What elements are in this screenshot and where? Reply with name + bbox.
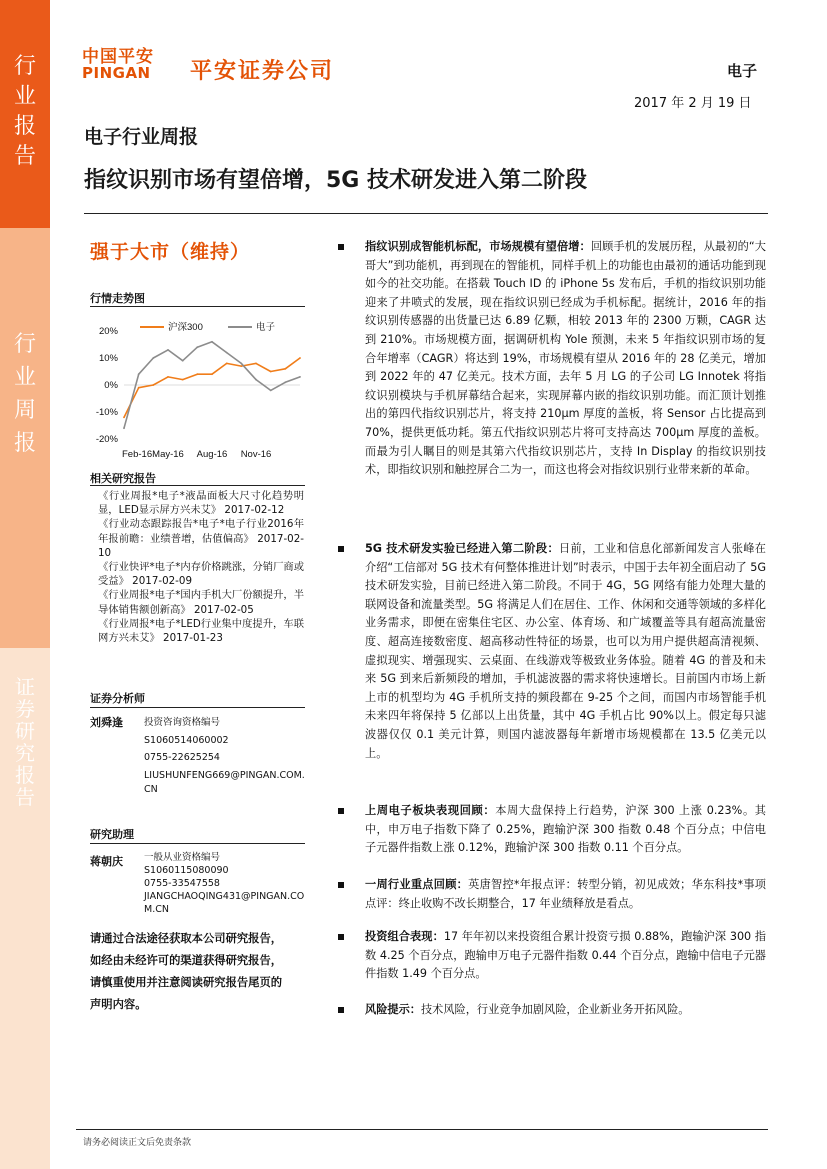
related-report-date: 2017-02-05	[190, 603, 254, 616]
bullet-paragraph	[338, 876, 766, 913]
series-point	[182, 379, 184, 381]
analyst-cert-label: 投资咨询资格编号	[144, 717, 221, 728]
series-point	[255, 379, 257, 381]
bullet-square-icon	[338, 882, 344, 888]
x-tick-label: Aug-16	[196, 449, 228, 460]
analyst-rule	[90, 707, 305, 708]
bullet-square-icon	[338, 244, 344, 250]
series-point	[123, 427, 125, 429]
logo-cn: 中国平安	[82, 47, 154, 67]
title-rule	[84, 213, 768, 214]
report-date: 2017 年 2 月 19 日	[634, 96, 752, 111]
related-list	[98, 489, 304, 645]
side-bottom-text: 证券研究报告	[15, 675, 35, 809]
y-tick-label: 0%	[104, 380, 118, 391]
report-kicker: 电子行业周报	[84, 126, 199, 148]
side-label-bottom	[0, 676, 50, 808]
analyst-heading: 证券分析师	[90, 692, 145, 705]
bullet-square-icon	[338, 934, 344, 940]
related-report-date: 2017-02-12	[221, 504, 285, 517]
side-label-middle	[0, 328, 50, 460]
related-report-item[interactable]	[98, 489, 304, 517]
x-tick-label: Feb-16	[122, 449, 153, 460]
series-line-hs300	[124, 358, 300, 417]
paragraph-text: 英唐智控*年报点评：转型分销，初见成效；华东科技*事项点评：终止收购不改长期整合，17 年业绩释放是看点。	[365, 878, 766, 910]
paragraph-body	[365, 876, 766, 913]
company-name: 平安证券公司	[190, 59, 335, 84]
legend-label: 电子	[256, 322, 276, 333]
paragraph-body	[365, 928, 766, 984]
logo	[82, 42, 154, 82]
side-middle-text: 行业周报	[13, 332, 36, 456]
series-point	[299, 357, 301, 359]
assistant-heading: 研究助理	[90, 828, 134, 841]
series-point	[138, 387, 140, 389]
analyst-cert: S1060514060002	[144, 734, 229, 746]
rating: 强于大市（维持）	[90, 241, 251, 263]
analyst-email-line2[interactable]: CN	[144, 784, 158, 795]
series-point	[270, 390, 272, 392]
related-report-item[interactable]	[98, 588, 304, 616]
trend-chart	[88, 313, 308, 463]
series-point	[299, 376, 301, 378]
assistant-cert-label: 一般从业资格编号	[144, 852, 221, 863]
assistant-email-line2[interactable]: M.CN	[144, 904, 169, 915]
bullet-square-icon	[338, 1007, 344, 1013]
series-point	[211, 341, 213, 343]
series-point	[152, 384, 154, 386]
series-point	[240, 365, 242, 367]
series-point	[284, 381, 286, 383]
series-point	[167, 349, 169, 351]
assistant-name: 蒋朝庆	[90, 855, 123, 868]
series-point	[226, 352, 228, 354]
bullet-paragraph	[338, 540, 766, 763]
series-point	[138, 373, 140, 375]
bullet-paragraph	[338, 928, 766, 984]
related-report-item[interactable]	[98, 560, 304, 588]
related-report-title: 《行业周报*电子*LED行业集中度提升，车联网方兴未艾》	[98, 617, 304, 645]
report-title: 指纹识别市场有望倍增，5G 技术研发进入第二阶段	[84, 168, 588, 193]
paragraph-body	[365, 238, 766, 480]
assistant-cert: S1060115080090	[144, 865, 229, 876]
logo-en: PINGAN	[82, 64, 151, 82]
series-point	[182, 360, 184, 362]
related-heading: 相关研究报告	[90, 472, 156, 485]
series-point	[196, 373, 198, 375]
related-report-title: 《行业快评*电子*内存价格跳涨，分销厂商或受益》	[98, 561, 304, 588]
analyst-phone: 0755-22625254	[144, 752, 220, 763]
x-tick-label: May-16	[152, 449, 184, 460]
series-point	[255, 363, 257, 365]
series-point	[240, 363, 242, 365]
series-point	[211, 373, 213, 375]
assistant-rule	[90, 843, 305, 844]
related-report-title: 《行业周报*电子*液晶面板大尺寸化趋势明显，LED显示屏方兴未艾》	[98, 490, 304, 517]
bullet-paragraph	[338, 802, 766, 858]
legend-label: 沪深300	[168, 322, 203, 333]
related-rule	[90, 485, 305, 486]
bullet-square-icon	[338, 808, 344, 814]
footer-disclaimer[interactable]: 请务必阅读正文后免责条款	[83, 1138, 192, 1148]
bullet-paragraph	[338, 1001, 766, 1020]
assistant-email-line1[interactable]: JIANGCHAOQING431@PINGAN.CO	[144, 891, 305, 902]
series-point	[270, 371, 272, 373]
analyst-details	[144, 716, 305, 798]
paragraph-text: 回顾手机的发展历程，从最初的“大哥大”到功能机，再到现在的智能机，同样手机上的功能也由最初的通话功能到现如今的社交功能。在搭载 Touch ID 的 iPhone 5s 发布后，手机的指纹识别功能迎来了井喷式的发展，现在指纹识别已经成为手机标配。据统计，2016 年的指纹识别传感器的出货量已达 6.89 亿颗，相较 2013 年的 2300 万颗，CAGR 达到 210%。市场规模方面，据调研机构 Yole 预测，未来 5 年指纹识别市场的复合年增率（CAGR）将达到 19%，市场规模有望从 2016 年的 28 亿美元，增加到 2022 年的 47 亿美元。技术方面，去年 5 月 LG 的子公司 LG Innotek 将指纹识别模块与手机屏幕结合起来，实现屏幕内嵌的指纹识别功能。而汇顶计划推出的第四代指纹识别芯片，将支持 210μm 厚度的盖板，将 Sensor 占比提高到 70%，提供更低功耗。第五代指纹识别芯片将可支持高达 700μm 厚度的盖板。而最为引人瞩目的则是其第六代指纹识别芯片，支持 In Display 的指纹识别技术，即指纹识别和触控屏合二为一，而这也将会对指纹识别行业带来新的革命。	[365, 240, 766, 477]
analyst-name: 刘舜逢	[90, 716, 123, 729]
paragraph-text: 技术风险，行业竞争加剧风险，企业新业务开拓风险。	[420, 1003, 690, 1016]
related-report-title: 《行业动态跟踪报告*电子*电子行业2016年年报前瞻：业绩普增，估值偏高》	[98, 518, 304, 545]
related-report-item[interactable]	[98, 617, 304, 645]
usage-warning: 请通过合法途径获取本公司研究报告，如经由未经许可的渠道获得研究报告，请慎重使用并注意阅读研究报告尾页的声明内容。	[90, 932, 283, 1011]
paragraph-lead: 投资组合表现：	[365, 930, 444, 943]
paragraph-lead: 指纹识别成智能机标配，市场规模有望倍增：	[365, 240, 591, 253]
industry-label: 电子	[727, 62, 758, 80]
series-point	[284, 368, 286, 370]
related-report-item[interactable]	[98, 517, 304, 560]
side-top-text: 行业报告	[13, 54, 36, 169]
bullet-square-icon	[338, 546, 344, 552]
x-tick-label: Nov-16	[240, 449, 272, 460]
paragraph-text: 日前，工业和信息化部新闻发言人张峰在介绍“工信部对 5G 技术有何整体推进计划”时表示，中国于去年初全面启动了 5G 技术研发实验，目前已经进入第二阶段。不同于 4G，5G 网络有能力处理大量的联网设备和流量类型。5G 将满足人们在居住、工作、休闲和交通等领域的多样化业务需求，即便在密集住宅区、办公室、体育场、和广域覆盖等具有超高流量密度、超高连接数密度、超高移动性特征的场景，也可以为用户提供超高清视频、虚拟现实、增强现实、云桌面、在线游戏等极致业务体验。随着 4G 的普及和未来 5G 到来后新频段的增加，手机滤波器的需求将快速增长。目前国内市场上新上市的机型均为 4G 手机所支持的频段都在 9-25 个之间，而国内市场智能手机未来四年将保持 5 亿部以上出货量，其中 4G 手机占比 90%以上。假定每只滤波器仅仅 0.1 美元计算，则国内滤波器每年新增市场规模都在 13.5 亿美元以上。	[365, 542, 766, 760]
series-point	[152, 357, 154, 359]
paragraph-lead: 风险提示：	[365, 1003, 421, 1016]
analyst-email-line1[interactable]: LIUSHUNFENG669@PINGAN.COM.	[144, 769, 305, 781]
footer-rule	[76, 1129, 768, 1130]
y-tick-label: -20%	[95, 434, 118, 445]
paragraph-body	[365, 1001, 766, 1020]
chart-title: 行情走势图	[90, 292, 145, 305]
y-tick-label: -10%	[95, 407, 118, 418]
related-report-date: 2017-02-10	[98, 532, 304, 559]
paragraph-body	[365, 540, 766, 763]
paragraph-body	[365, 802, 766, 858]
y-tick-label: 20%	[98, 326, 118, 337]
paragraph-text: 17 年年初以来投资组合累计投资亏损 0.88%，跑输沪深 300 指数 4.25 个百分点，跑输申万电子元器件指数 0.44 个百分点，跑输中信电子元器件指数 1.49 个百分点。	[365, 930, 766, 981]
paragraph-text: 本周大盘保持上行趋势，沪深 300 上涨 0.23%。其中，申万电子指数下降了 0.25%，跑输沪深 300 指数 0.48 个百分点；中信电子元器件指数上涨 0.12%，跑输沪深 300 指数 0.11 个百分点。	[365, 804, 766, 855]
side-label-top	[0, 52, 50, 172]
paragraph-lead: 一周行业重点回顾：	[365, 878, 469, 891]
paragraph-lead: 上周电子板块表现回顾：	[365, 804, 496, 817]
related-report-date: 2017-01-23	[159, 632, 223, 645]
paragraph-lead: 5G 技术研发实验已经进入第二阶段：	[365, 542, 559, 555]
bullet-paragraph	[338, 238, 766, 480]
y-tick-label: 10%	[98, 353, 118, 364]
chart-title-rule	[90, 306, 305, 307]
series-point	[123, 417, 125, 419]
series-point	[196, 346, 198, 348]
series-point	[226, 363, 228, 365]
assistant-details	[144, 851, 304, 916]
related-report-date: 2017-02-09	[128, 575, 193, 588]
assistant-phone: 0755-33547558	[144, 878, 220, 889]
series-point	[167, 376, 169, 378]
related-report-title: 《行业周报*电子*国内手机大厂份额提升，半导体销售额创新高》	[98, 589, 304, 616]
